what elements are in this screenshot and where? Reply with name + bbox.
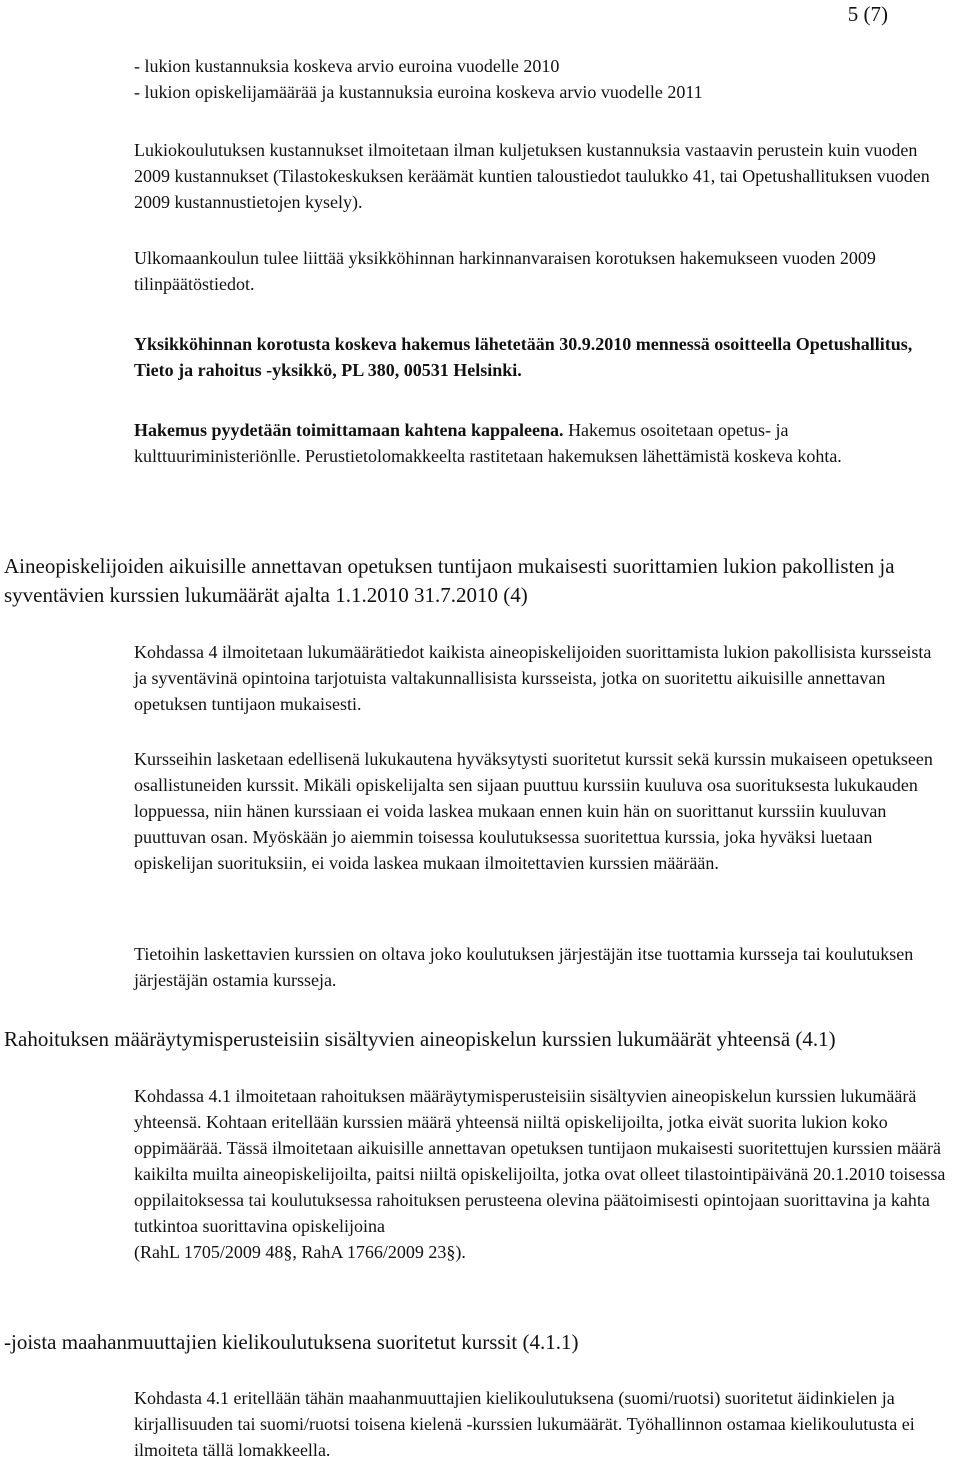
list-item: - lukion opiskelijamäärää ja kustannuksia euroina koskeva arvio vuodelle 2011 [134,82,703,102]
paragraph-copies [134,417,946,469]
section-heading-4: Aineopiskelijoiden aikuisille annettavan opetuksen tuntijaon mukaisesti suorittamien lukion pakollisten ja syventävien kurssien lukumäärät ajalta 1.1.2010 31.7.2010 (4) [4,554,895,607]
page-number: 5 (7) [847,2,888,26]
paragraph-costs: Lukiokoulutuksen kustannukset ilmoitetaan ilman kuljetuksen kustannuksia vastaavin perustein kuin vuoden 2009 kustannukset (Tilastokeskuksen keräämät kuntien taloustiedot taulukko 41, tai Opetushallituksen vuoden 2009 kustannustietojen kysely). [134,140,930,212]
section-4-1-text: Kohdassa 4.1 ilmoitetaan rahoituksen määräytymisperusteisiin sisältyvien aineopiskelun kurssien lukumäärä yhteensä. Kohtaan eritellään kurssien määrä yhteensä niiltä opiskelijoilta, jotka eivät suorita lukion koko oppimäärää. Tässä ilmoitetaan aikuisille annettavan opetuksen tuntijaon mukaisesti suoritettujen kurssien määrä kaikilta muilta aineopiskelijoilta, paitsi niiltä opiskelijoilta, jotka ovat olleet tilastointipäivänä 20.1.2010 toisessa oppilaitoksessa tai koulutuksessa rahoituksen perusteena olevina päätoimisesti opintojaan suorittavina ja kahta tutkintoa suorittavina opiskelijoina [134,1086,946,1236]
paragraph-section-4-1 [134,1083,946,1265]
list-block [134,53,946,105]
legal-reference: (RahL 1705/2009 48§, RahA 1766/2009 23§). [134,1242,466,1262]
paragraph-foreign-school: Ulkomaankoulun tulee liittää yksikköhinnan harkinnanvaraisen korotuksen hakemukseen vuoden 2009 tilinpäätöstiedot. [134,248,876,294]
paragraph-section-4: Kohdassa 4 ilmoitetaan lukumäärätiedot kaikista aineopiskelijoiden suorittamista lukion pakollisista kursseista ja syventävinä opintoina tarjotuista valtakunnallisista kursseista, jotka on suoritettu aikuisille annettavan opetuksen tuntijaon mukaisesti. [134,642,932,714]
section-heading-4-1: Rahoituksen määräytymisperusteisiin sisältyvien aineopiskelun kurssien lukumäärät yhteensä (4.1) [4,1027,836,1051]
section-heading-4-1-1: -joista maahanmuuttajien kielikoulutuksena suoritetut kurssit (4.1.1) [4,1330,579,1354]
paragraph-section-4-1-1: Kohdasta 4.1 eritellään tähän maahanmuuttajien kielikoulutuksena (suomi/ruotsi) suoritetut äidinkielen ja kirjallisuuden tai suomi/ruotsi toisena kielenä -kurssien lukumäärät. Työhallinnon ostamaa kielikoulutusta ei ilmoiteta tällä lomakkeella. [134,1388,915,1460]
paragraph-courses-counting: Kursseihin lasketaan edellisenä lukukautena hyväksytysti suoritetut kurssit sekä kurssin mukaiseen opetukseen osallistuneiden kurssit. Mikäli opiskelijalta sen sijaan puuttuu kurssiin kuuluva osa suorituksesta lukukauden loppuessa, niin hänen kurssiaan ei voida laskea mukaan ennen kuin hän on suorittanut kurssiin kuuluvan puuttuvan osan. Myöskään jo aiemmin toisessa koulutuksessa suoritettua kurssia, joka hyväksi luetaan opiskelijan suorituksiin, ei voida laskea mukaan ilmoitettavien kurssien määrään. [134,749,933,873]
paragraph-application-address: Yksikköhinnan korotusta koskeva hakemus lähetetään 30.9.2010 mennessä osoitteella Opetushallitus, Tieto ja rahoitus -yksikkö, PL 380, 00531 Helsinki. [134,334,913,380]
paragraph-courses-source: Tietoihin laskettavien kurssien on oltava joko koulutuksen järjestäjän itse tuottamia kursseja tai koulutuksen järjestäjän ostamia kursseja. [134,944,914,990]
copies-bold-text: Hakemus pyydetään toimittamaan kahtena kappaleena. [134,420,564,440]
copies-rest-text: Hakemus osoitetaan opetus- ja kulttuuriministeriönlle. Perustietolomakkeelta rastitetaan hakemuksen lähettämistä koskeva kohta. [134,420,842,466]
list-item: - lukion kustannuksia koskeva arvio euroina vuodelle 2010 [134,56,560,76]
